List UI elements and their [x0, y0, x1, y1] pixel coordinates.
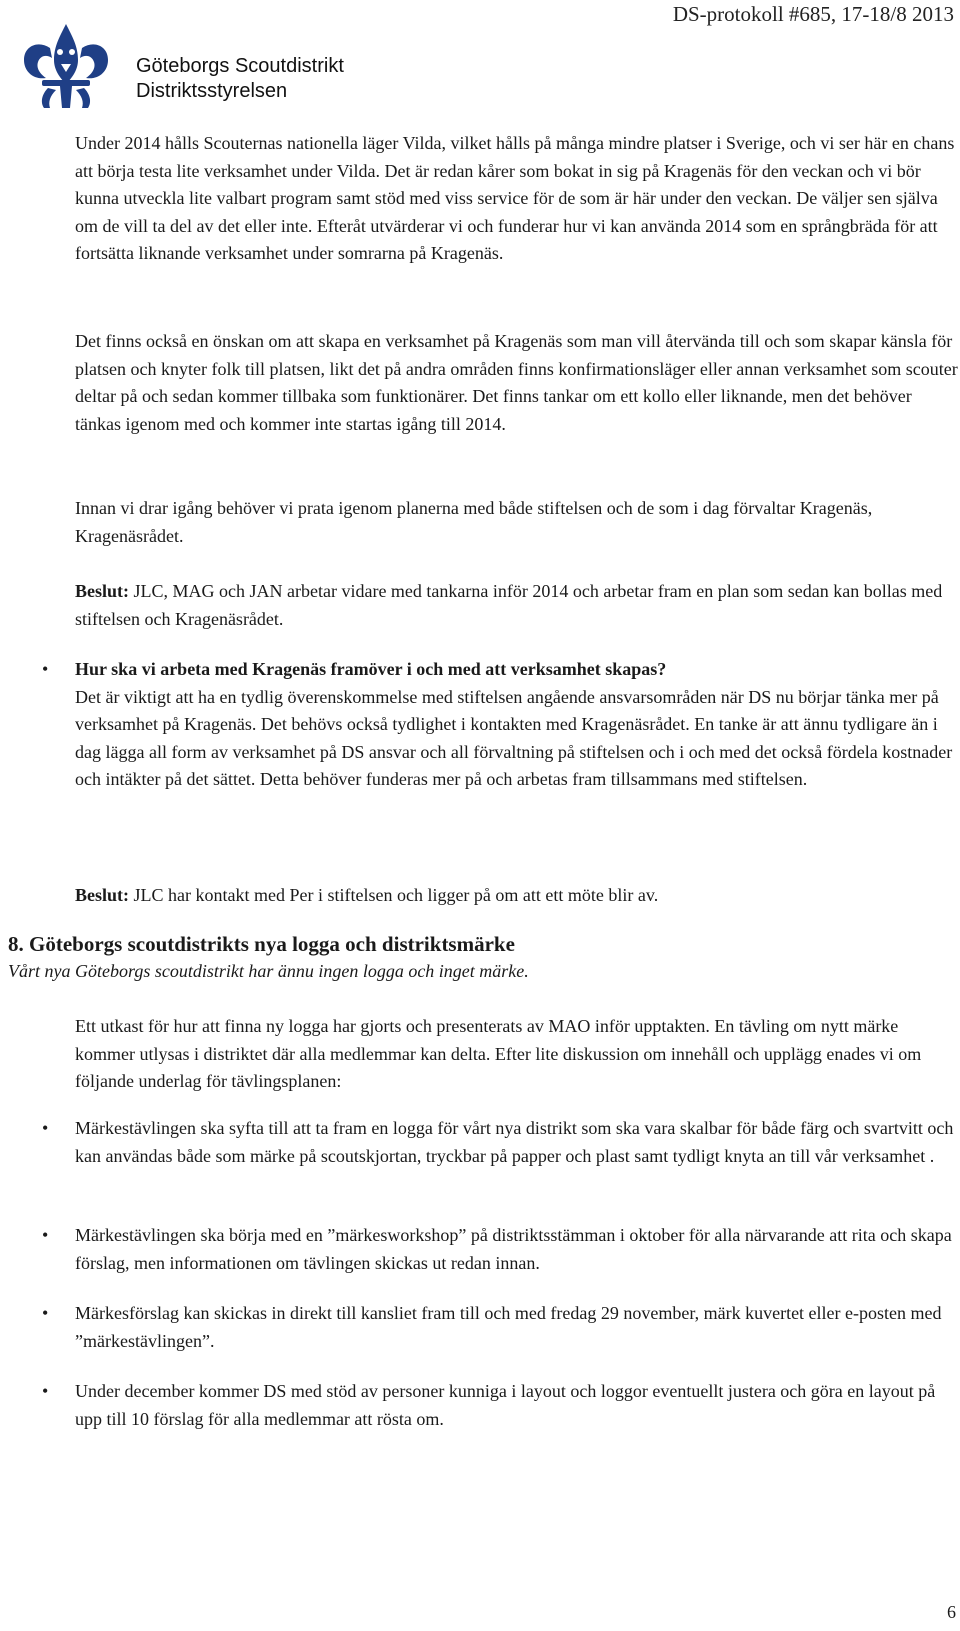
list-item — [42, 1115, 960, 1170]
decision-paragraph — [75, 578, 960, 633]
paragraph-utkast: Ett utkast för hur att finna ny logga har gjorts och presenterats av MAO inför upptakten. En tävling om nytt märke kommer utlysas i distriktet där alla medlemmar kan delta. Efter lite diskussion om innehåll och upplägg enades vi om följande underlag för tävlingsplanen: — [75, 1016, 922, 1091]
list-item — [42, 656, 960, 794]
decision-text: JLC har kontakt med Per i stiftelsen och ligger på om att ett möte blir av. — [129, 885, 659, 905]
paragraph-planering: Innan vi drar igång behöver vi prata igenom planerna med både stiftelsen och de som i dag förvaltar Kragenäs, Kragenäsrådet. — [75, 498, 873, 546]
list-item-text: Märkestävlingen ska börja med en ”märkesworkshop” på distriktsstämman i oktober för alla närvarande att rita och skapa förslag, men informationen om tävlingen skickas ut redan innan. — [75, 1225, 952, 1273]
bullet-glyph: • — [42, 1118, 49, 1138]
list-item-text: Märkestävlingen ska syfta till att ta fram en logga för vårt nya distrikt som ska vara skalbar för både färg och svartvitt och kan användas både som märke på scoutskjortan, tryckbar på papper och plast samt tydligt knyta an till vår verksamhet . — [75, 1118, 954, 1166]
section-intro: Vårt nya Göteborgs scoutdistrikt har ännu ingen logga och inget märke. — [8, 961, 529, 981]
bullet-glyph: • — [42, 1381, 49, 1401]
bullet-text: Det är viktigt att ha en tydlig överenskommelse med stiftelsen angående ansvarsområden när DS nu börjar tänka mer på verksamhet på Kragenäs. Det behövs också tydlighet i kontakten med Kragenäsrådet. En tanke är att ännu tydligare än i dag lägga all form av verksamhet på DS ansvar och all förvaltning på stiftelsen och i och med det också fördela kostnader och intäkter på det sättet. Detta behöver funderas mer på och arbetas fram tillsammans med stiftelsen. — [75, 686, 953, 789]
decision-label: Beslut: — [75, 581, 129, 601]
paragraph-verksamhet: Det finns också en önskan om att skapa en verksamhet på Kragenäs som man vill återvända till och som skapar känsla för platsen och knyter folk till platsen, likt det på andra områden finns konfirmationsläger eller annan verksamhet som scouter deltar på och sedan kommer tillbaka som funktionärer. Det finns tankar om ett kollo eller liknande, men det behöver tänkas igenom med och kommer inte startas igång till 2014. — [75, 331, 958, 434]
list-item — [42, 1378, 960, 1433]
list-item-text: Under december kommer DS med stöd av personer kunniga i layout och loggor eventuellt justera och göra en layout på upp till 10 förslag för alla medlemmar att rösta om. — [75, 1381, 936, 1429]
decision-text: JLC, MAG och JAN arbetar vidare med tankarna inför 2014 och arbetar fram en plan som sedan kan bollas med stiftelsen och Kragenäsrådet. — [75, 581, 943, 629]
fleur-de-lis-icon — [20, 22, 112, 110]
section-8 — [8, 930, 958, 985]
org-title: Göteborgs Scoutdistrikt — [136, 55, 344, 77]
section-heading: 8. Göteborgs scoutdistrikts nya logga och distriktsmärke — [8, 932, 515, 956]
paragraph-vilda: Under 2014 hålls Scouternas nationella läger Vilda, vilket hålls på många mindre platser i Sverige, och vi ser här en chans att börja testa lite verksamhet under Vilda. Det är redan kårer som bokat in sig på Kragenäs för den veckan och vi bör kunna utveckla lite valbart program samt stöd med viss service för de som är här under den veckan. De väljer sen själva om de vill ta del av det eller inte. Efteråt utvärderar vi och funderar hur vi kan använda 2014 som en språngbräda för att fortsätta liknande verksamhet under somrarna på Kragenäs. — [75, 133, 955, 263]
decision-paragraph — [75, 882, 658, 910]
decision-label: Beslut: — [75, 885, 129, 905]
bullet-glyph: • — [42, 659, 49, 679]
organization-name — [136, 54, 344, 104]
bullet-glyph: • — [42, 1225, 49, 1245]
bullet-glyph: • — [42, 1303, 49, 1323]
list-item-text: Märkesförslag kan skickas in direkt till kansliet fram till och med fredag 29 november, märk kuvertet eller e-posten med ”märkestävlingen”. — [75, 1303, 942, 1351]
bullet-question: Hur ska vi arbeta med Kragenäs framöver i och med att verksamhet skapas? — [75, 659, 667, 679]
page-number: 6 — [947, 1602, 956, 1622]
list-item — [42, 1222, 960, 1277]
document-reference: DS-protokoll #685, 17-18/8 2013 — [672, 2, 954, 26]
org-subtitle: Distriktsstyrelsen — [136, 80, 288, 102]
list-item — [42, 1300, 960, 1355]
